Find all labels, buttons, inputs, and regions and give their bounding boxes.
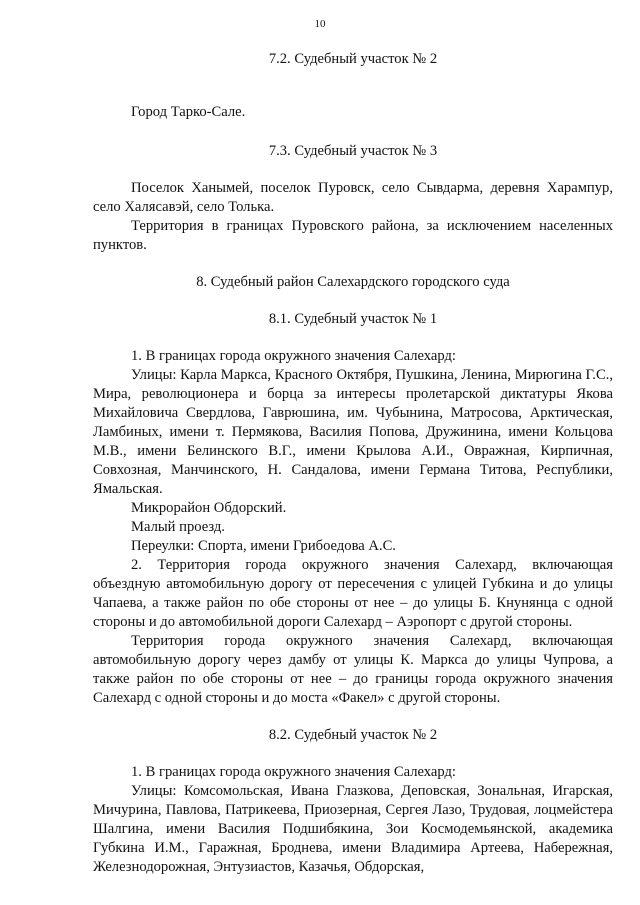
section-8-1-microdistrict: Микрорайон Обдорский. (131, 500, 287, 516)
section-7-2-text: Город Тарко-Сале. (131, 104, 246, 120)
section-8-1-item-1: 1. В границах города окружного значения Салехард: (131, 348, 456, 364)
document-body (93, 50, 613, 877)
section-8-2-item-1: 1. В границах города окружного значения Салехард: (131, 764, 456, 780)
section-7-3-paragraph-1: Поселок Ханымей, поселок Пуровск, село Сывдарма, деревня Харампур, село Халясавэй, село Толька. (93, 180, 613, 215)
section-8-1-item-2: 2. Территория города окружного значения Салехард, включающая объездную автомобильную дорогу от пересечения с улицей Губкина и до улицы Чапаева, а также район по обе стороны от нее – до улицы Б. Кнунянца с одной стороны и до автомобильной дороги Салехард – Аэропорт с другой стороны. (93, 557, 613, 630)
section-heading-8-2: 8.2. Судебный участок № 2 (268, 727, 438, 743)
section-heading-8-1: 8.1. Судебный участок № 1 (268, 311, 438, 327)
section-8-1-item-3: Территория города окружного значения Салехард, включающая автомобильную дорогу через дамбу от улицы К. Маркса до улицы Чупрова, а также район по обе стороны от нее – до границы города окружного значения Салехард с одной стороны и до моста «Факел» с другой стороны. (93, 633, 613, 706)
section-heading-8: 8. Судебный район Салехардского городского суда (196, 274, 510, 290)
section-8-1-passage: Малый проезд. (131, 519, 225, 535)
section-8-2-streets: Улицы: Комсомольская, Ивана Глазкова, Деповская, Зональная, Игарская, Мичурина, Павлова, Патрикеева, Приозерная, Сергея Лазо, Трудовая, лоцмейстера Шалгина, имени Василия Подшибякина, Зои Космодемьянской, академика Губкина И.М., Гаражная, Броднева, имени Владимира Артеева, Набережная, Железнодорожная, Энтузиастов, Казачья, Обдорская, (93, 783, 613, 875)
section-heading-7-2: 7.2. Судебный участок № 2 (268, 51, 438, 67)
section-8-1-lanes: Переулки: Спорта, имени Грибоедова А.С. (131, 538, 396, 554)
section-heading-7-3: 7.3. Судебный участок № 3 (268, 143, 438, 159)
page-number: 10 (314, 18, 326, 30)
section-7-3-paragraph-2: Территория в границах Пуровского района, за исключением населенных пунктов. (93, 218, 613, 253)
section-8-1-streets: Улицы: Карла Маркса, Красного Октября, Пушкина, Ленина, Мирюгина Г.С., Мира, революционера и борца за интересы пролетарской диктатуры Якова Михайловича Свердлова, Гаврюшина, им. Чубынина, Матросова, Арктическая, Ламбиных, имени т. Пермякова, Василия Попова, Дружинина, имени Кольцова М.В., имени Белинского В.Г., имени Крылова А.И., Овражная, Кирпичная, Совхозная, Манчинского, Н. Сандалова, имени Германа Титова, Республики, Ямальская. (93, 367, 613, 497)
